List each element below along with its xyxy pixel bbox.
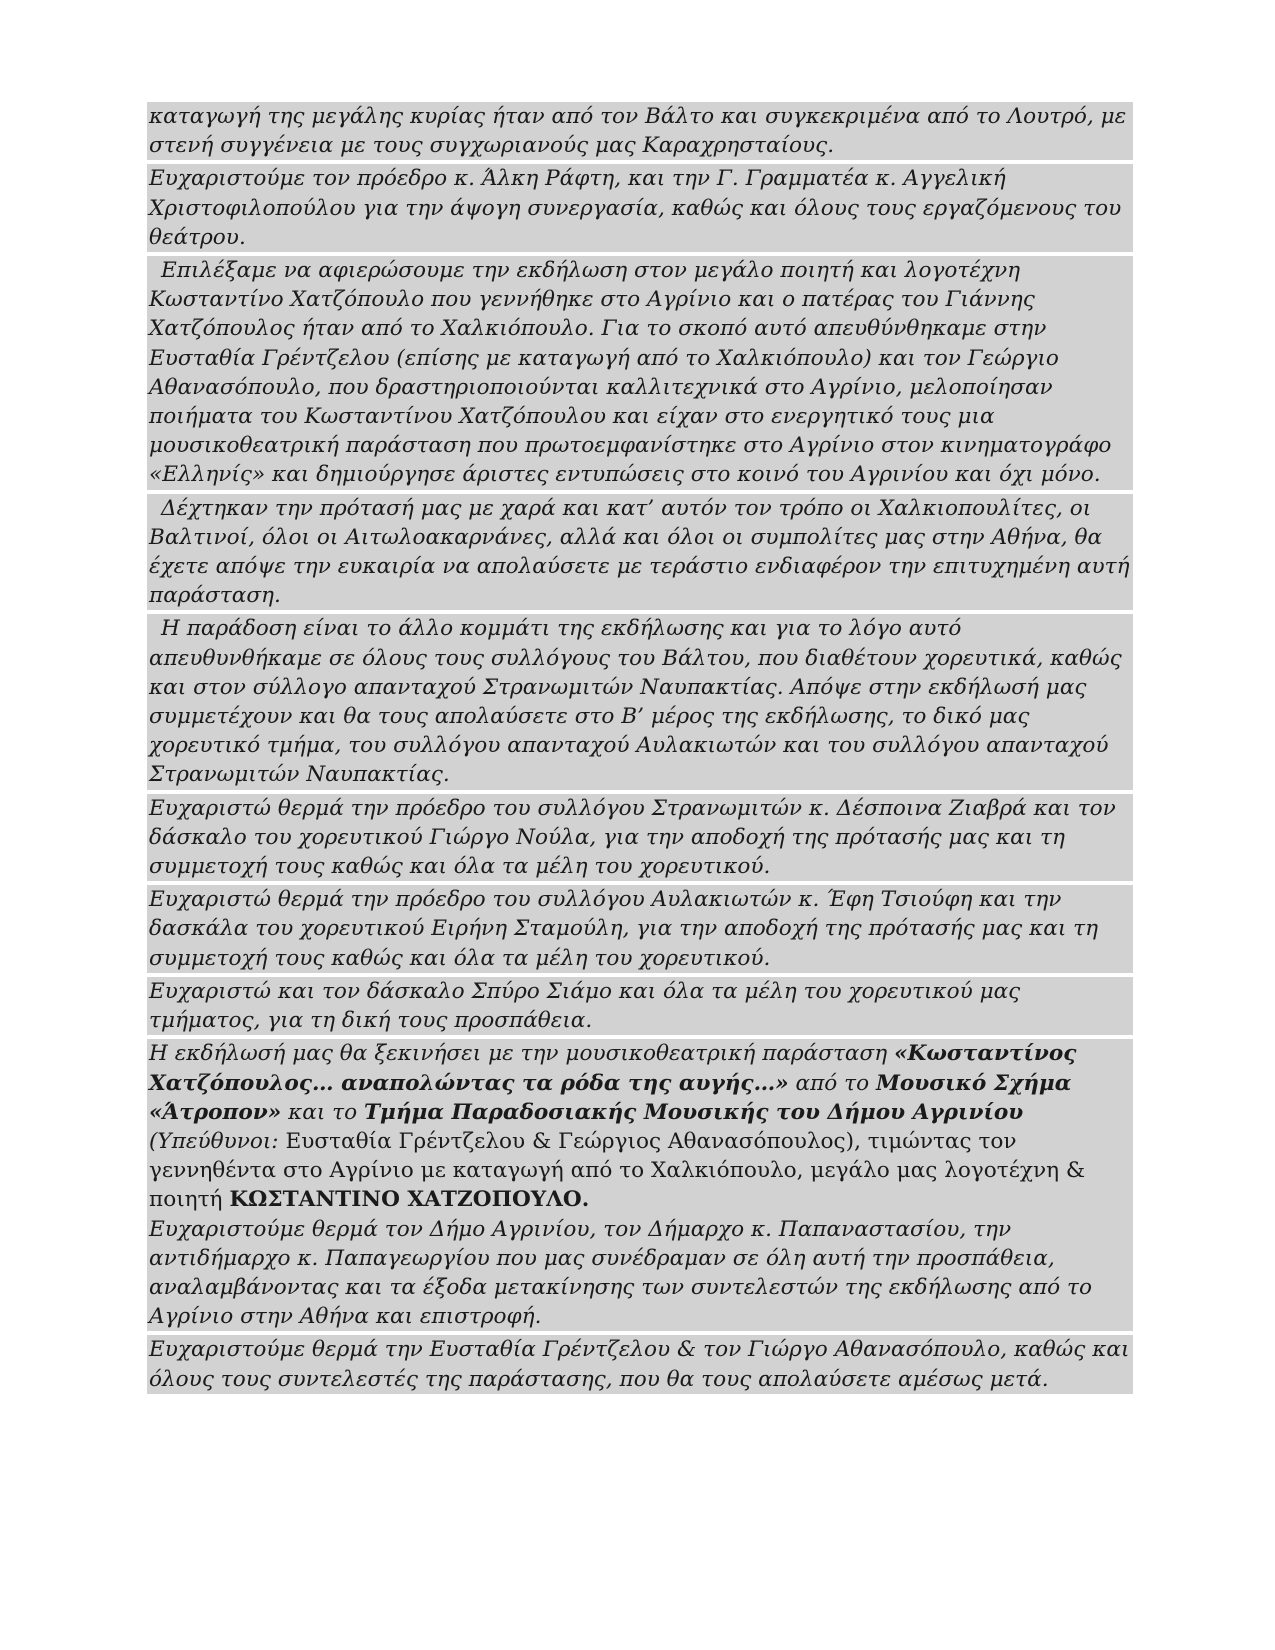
paragraph-thanks-theatre: Ευχαριστούμε τον πρόεδρο κ. Άλκη Ράφτη, και την Γ. Γραμματέα κ. Αγγελική Χριστοφιλοπούλου για την άψογη συνεργασία, καθώς και όλους τους εργαζόμενους του θεάτρου.: [147, 164, 1133, 252]
program-text-2: από το: [788, 1070, 876, 1096]
paragraph-thanks-performers: Ευχαριστούμε θερμά την Ευσταθία Γρέντζελου & τον Γιώργο Αθανασόπουλο, καθώς και όλους τους συντελεστές της παράστασης, που θα τους απολαύσετε αμέσως μετά.: [147, 1335, 1133, 1393]
paragraph-thanks-municipality: Ευχαριστούμε θερμά τον Δήμο Αγρινίου, τον Δήμαρχο κ. Παπαναστασίου, την αντιδήμαρχο κ. Παπαγεωργίου που μας συνέδραμαν σε όλη αυτή την προσπάθεια, αναλαμβάνοντας και τα έξοδα μετακίνησης των συντελεστών της εκδήλωσης από το Αγρίνιο στην Αθήνα και επιστροφή.: [147, 1215, 1133, 1332]
paragraph-thanks-stranomites: Ευχαριστώ θερμά την πρόεδρο του συλλόγου Στρανωμιτών κ. Δέσποινα Ζιαβρά και τον δάσκαλο του χορευτικού Γιώργο Νούλα, για την αποδοχή της πρότασής μας και τη συμμετοχή τους καθώς και όλα τα μέλη του χορευτικού.: [147, 794, 1133, 882]
program-text-upright: Ευσταθία Γρέντζελου & Γεώργιος Αθανασόπουλος), τιμώντας τον γεννηθέντα στο Αγρίνιο με καταγωγή από το Χαλκιόπουλο, μεγάλο μας λογοτέχνη & ποιητή: [149, 1128, 1086, 1213]
program-text-3: και το: [281, 1099, 364, 1125]
paragraph-thanks-teacher: Ευχαριστώ και τον δάσκαλο Σπύρο Σιάμο και όλα τα μέλη του χορευτικού μας τμήματος, για τη δική τους προσπάθεια.: [147, 977, 1133, 1035]
paragraph-dedication: Επιλέξαμε να αφιερώσουμε την εκδήλωση στον μεγάλο ποιητή και λογοτέχνη Κωσταντίνο Χατζόπουλο που γεννήθηκε στο Αγρίνιο και ο πατέρας του Γιάννης Χατζόπουλος ήταν από το Χαλκιόπουλο. Για το σκοπό αυτό απευθύνθηκαμε στην Ευσταθία Γρέντζελου (επίσης με καταγωγή από το Χαλκιόπουλο) και τον Γεώργιο Αθανασόπουλο, που δραστηριοποιούνται καλλιτεχνικά στο Αγρίνιο, μελοποίησαν ποιήματα του Κωσταντίνου Χατζόπουλου και είχαν στο ενεργητικό τους μια μουσικοθεατρική παράσταση που πρωτοεμφανίστηκε στο Αγρίνιο στον κινηματογράφο «Ελληνίς» και δημιούργησε άριστες εντυπώσεις στο κοινό του Αγρινίου και όχι μόνο.: [147, 256, 1133, 490]
paragraph-acceptance: Δέχτηκαν την πρότασή μας με χαρά και κατ’ αυτόν τον τρόπο οι Χαλκιοπουλίτες, οι Βαλτινοί, όλοι οι Αιτωλοακαρνάνες, αλλά και όλοι οι συμπολίτες μας στην Αθήνα, θα έχετε απόψε την ευκαιρία να απολαύσετε με τεράστιο ενδιαφέρον την επιτυχημένη αυτή παράσταση.: [147, 494, 1133, 611]
paragraph-program: [147, 1039, 1133, 1214]
paragraph-thanks-avlakiotes: Ευχαριστώ θερμά την πρόεδρο του συλλόγου Αυλακιωτών κ. Έφη Τσιούφη και την δασκάλα του χορευτικού Ειρήνη Σταμούλη, για την αποδοχή της πρότασής μας και τη συμμετοχή τους καθώς και όλα τα μέλη του χορευτικού.: [147, 885, 1133, 973]
program-department-name: Τμήμα Παραδοσιακής Μουσικής του Δήμου Αγρινίου: [363, 1099, 1024, 1125]
program-text-1: Η εκδήλωσή μας θα ξεκινήσει με την μουσικοθεατρική παράσταση: [149, 1041, 895, 1067]
paragraph-origin: καταγωγή της μεγάλης κυρίας ήταν από τον Βάλτο και συγκεκριμένα από το Λουτρό, με στενή συγγένεια με τους συγχωριανούς μας Καραχρησταίους.: [147, 102, 1133, 160]
document-page: [147, 102, 1133, 1398]
program-show-title: «Κωσταντίνος Χατζόπουλος… αναπολώντας τα ρόδα της αυγής…»: [149, 1041, 1077, 1096]
program-poet-name: ΚΩΣΤΑΝΤΙΝΟ ΧΑΤΖΟΠΟΥΛΟ.: [229, 1187, 590, 1213]
paragraph-tradition: Η παράδοση είναι το άλλο κομμάτι της εκδήλωσης και για το λόγο αυτό απευθυνθήκαμε σε όλους τους συλλόγους του Βάλτου, που διαθέτουν χορευτικά, καθώς και στον σύλλογο απανταχού Στρανωμιτών Ναυπακτίας. Απόψε στην εκδήλωσή μας συμμετέχουν και θα τους απολαύσετε στο Β’ μέρος της εκδήλωσης, το δικό μας χορευτικό τμήμα, του συλλόγου απανταχού Αυλακιωτών και του συλλόγου απανταχού Στρανωμιτών Ναυπακτίας.: [147, 614, 1133, 789]
program-text-4: (Υπεύθυνοι:: [149, 1128, 286, 1154]
program-ensemble-name: Μουσικό Σχήμα «Άτροπον»: [149, 1070, 1072, 1125]
